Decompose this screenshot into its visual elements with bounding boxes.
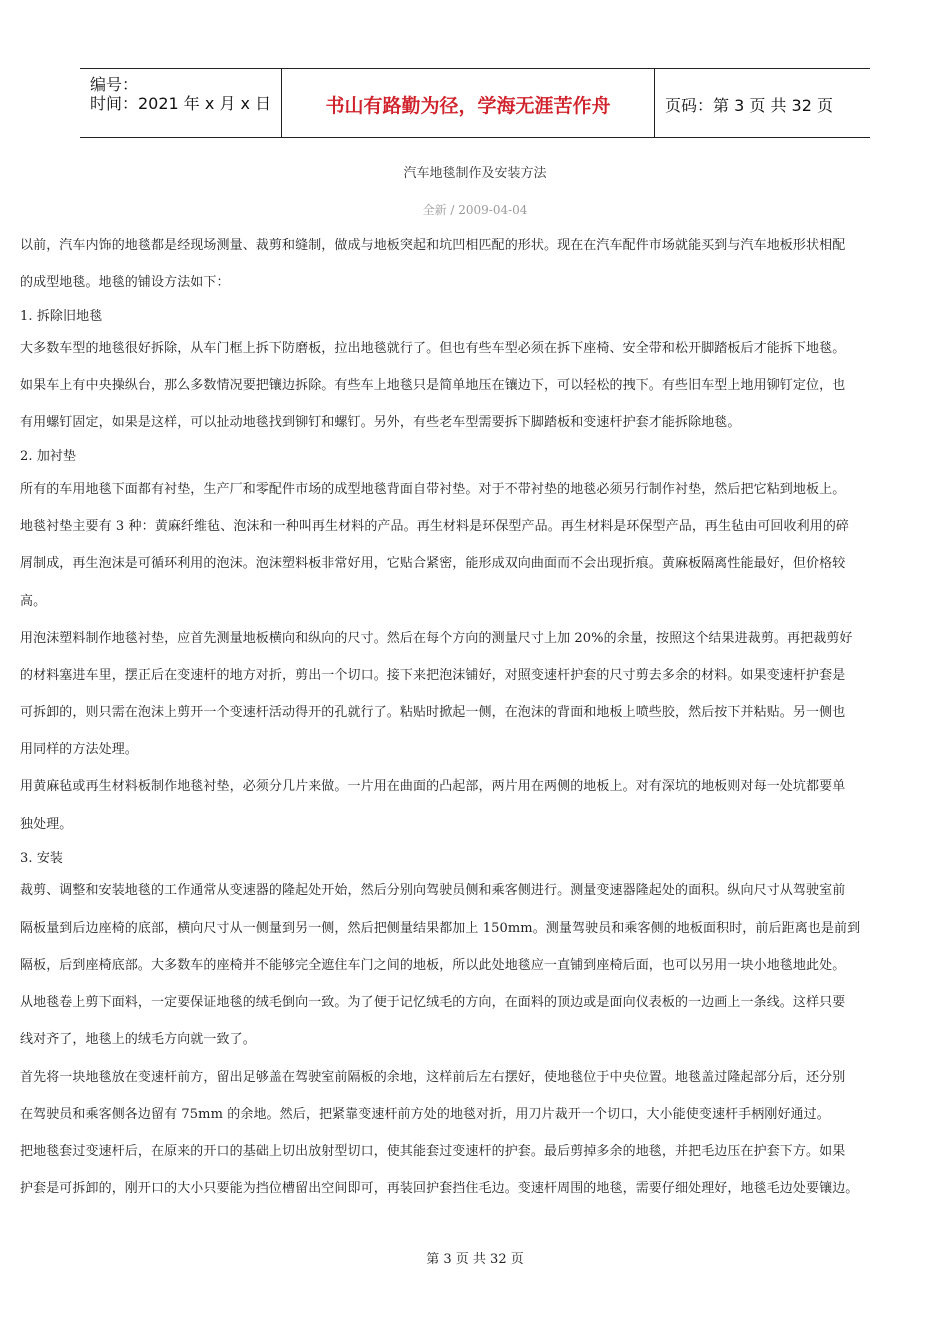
body-line: 如果车上有中央操纵台，那么多数情况要把镶边拆除。有些车上地毯只是简单地压在镶边下，可以轻松的拽下。有些旧车型上地用铆钉定位，也 bbox=[20, 378, 846, 393]
section-heading: 3. 安装 bbox=[20, 851, 64, 866]
section-heading: 1. 拆除旧地毯 bbox=[20, 309, 103, 324]
body-line: 的材料塞进车里，摆正后在变速杆的地方对折，剪出一个切口。接下来把泡沫铺好，对照变速杆护套的尺寸剪去多余的材料。如果变速杆护套是 bbox=[20, 668, 846, 683]
body-line: 把地毯套过变速杆后，在原来的开口的基础上切出放射型切口，使其能套过变速杆的护套。最后剪掉多余的地毯，并把毛边压在护套下方。如果 bbox=[20, 1144, 846, 1159]
body-line: 所有的车用地毯下面都有衬垫，生产厂和零配件市场的成型地毯背面自带衬垫。对于不带衬垫的地毯必须另行制作衬垫，然后把它粘到地板上。 bbox=[20, 482, 846, 497]
document-number-label: 编号： bbox=[90, 75, 139, 94]
header-motto-cell bbox=[282, 69, 655, 137]
header-meta-cell bbox=[80, 69, 282, 137]
body-line: 从地毯卷上剪下面料，一定要保证地毯的绒毛倒向一致。为了便于记忆绒毛的方向，在面料的顶边或是面向仪表板的一边画上一条线。这样只要 bbox=[20, 995, 846, 1010]
article-byline: 全新 / 2009-04-04 bbox=[422, 203, 528, 217]
header-table bbox=[80, 68, 870, 138]
body-line: 高。 bbox=[20, 594, 47, 609]
motto-text: 书山有路勤为径，学海无涯苦作舟 bbox=[325, 95, 611, 117]
body-line: 护套是可拆卸的，刚开口的大小只要能为挡位槽留出空间即可，再装回护套挡住毛边。变速杆周围的地毯，需要仔细处理好，地毯毛边处要镶边。 bbox=[20, 1181, 859, 1196]
document-time-label: 时间：2021 年 x 月 x 日 bbox=[90, 94, 272, 113]
section-heading: 2. 加衬垫 bbox=[20, 449, 77, 464]
body-line: 大多数车型的地毯很好拆除，从车门框上拆下防磨板，拉出地毯就行了。但也有些车型必须在拆下座椅、安全带和松开脚踏板后才能拆下地毯。 bbox=[20, 341, 846, 356]
body-line: 有用螺钉固定，如果是这样，可以扯动地毯找到铆钉和螺钉。另外，有些老车型需要拆下脚踏板和变速杆护套才能拆除地毯。 bbox=[20, 415, 741, 430]
body-line: 屑制成，再生泡沫是可循环利用的泡沫。泡沫塑料板非常好用，它贴合紧密，能形成双向曲面而不会出现折痕。黄麻板隔离性能最好，但价格较 bbox=[20, 556, 846, 571]
body-line: 线对齐了，地毯上的绒毛方向就一致了。 bbox=[20, 1032, 256, 1047]
body-line: 用泡沫塑料制作地毯衬垫，应首先测量地板横向和纵向的尺寸。然后在每个方向的测量尺寸上加 20%的余量，按照这个结果进裁剪。再把裁剪好 bbox=[20, 631, 853, 646]
body-line: 以前，汽车内饰的地毯都是经现场测量、裁剪和缝制，做成与地板突起和坑凹相匹配的形状。现在在汽车配件市场就能买到与汽车地板形状相配 bbox=[20, 238, 846, 253]
header-page-cell bbox=[655, 69, 870, 137]
body-line: 隔板，后到座椅底部。大多数车的座椅并不能够完全遮住车门之间的地板，所以此处地毯应一直铺到座椅后面，也可以另用一块小地毯地此处。 bbox=[20, 958, 846, 973]
body-line: 首先将一块地毯放在变速杆前方，留出足够盖在驾驶室前隔板的余地，这样前后左右摆好，使地毯位于中央位置。地毯盖过隆起部分后，还分别 bbox=[20, 1070, 846, 1085]
page-number-label: 页码：第 3 页 共 32 页 bbox=[665, 96, 833, 115]
body-line: 用黄麻毡或再生材料板制作地毯衬垫，必须分几片来做。一片用在曲面的凸起部，两片用在两侧的地板上。对有深坑的地板则对每一处坑都要单 bbox=[20, 779, 846, 794]
body-line: 隔板量到后边座椅的底部，横向尺寸从一侧量到另一侧，然后把侧量结果都加上 150mm。测量驾驶员和乘客侧的地板面积时，前后距离也是前到 bbox=[20, 921, 861, 936]
body-line: 独处理。 bbox=[20, 817, 73, 832]
body-line: 用同样的方法处理。 bbox=[20, 742, 138, 757]
body-line: 可拆卸的，则只需在泡沫上剪开一个变速杆活动得开的孔就行了。粘贴时掀起一侧，在泡沫的背面和地板上喷些胶，然后按下并粘贴。另一侧也 bbox=[20, 705, 846, 720]
body-line: 裁剪、调整和安装地毯的工作通常从变速器的隆起处开始，然后分别向驾驶员侧和乘客侧进行。测量变速器隆起处的面积。纵向尺寸从驾驶室前 bbox=[20, 883, 846, 898]
page-footer: 第 3 页 共 32 页 bbox=[426, 1252, 524, 1267]
body-line: 在驾驶员和乘客侧各边留有 75mm 的余地。然后，把紧靠变速杆前方处的地毯对折，用刀片裁开一个切口，大小能使变速杆手柄刚好通过。 bbox=[20, 1107, 830, 1122]
body-line: 地毯衬垫主要有 3 种：黄麻纤维毡、泡沫和一种叫再生材料的产品。再生材料是环保型产品。再生材料是环保型产品，再生毡由可回收利用的碎 bbox=[20, 519, 850, 534]
article-title: 汽车地毯制作及安装方法 bbox=[403, 166, 547, 181]
body-line: 的成型地毯。地毯的铺设方法如下： bbox=[20, 275, 230, 290]
